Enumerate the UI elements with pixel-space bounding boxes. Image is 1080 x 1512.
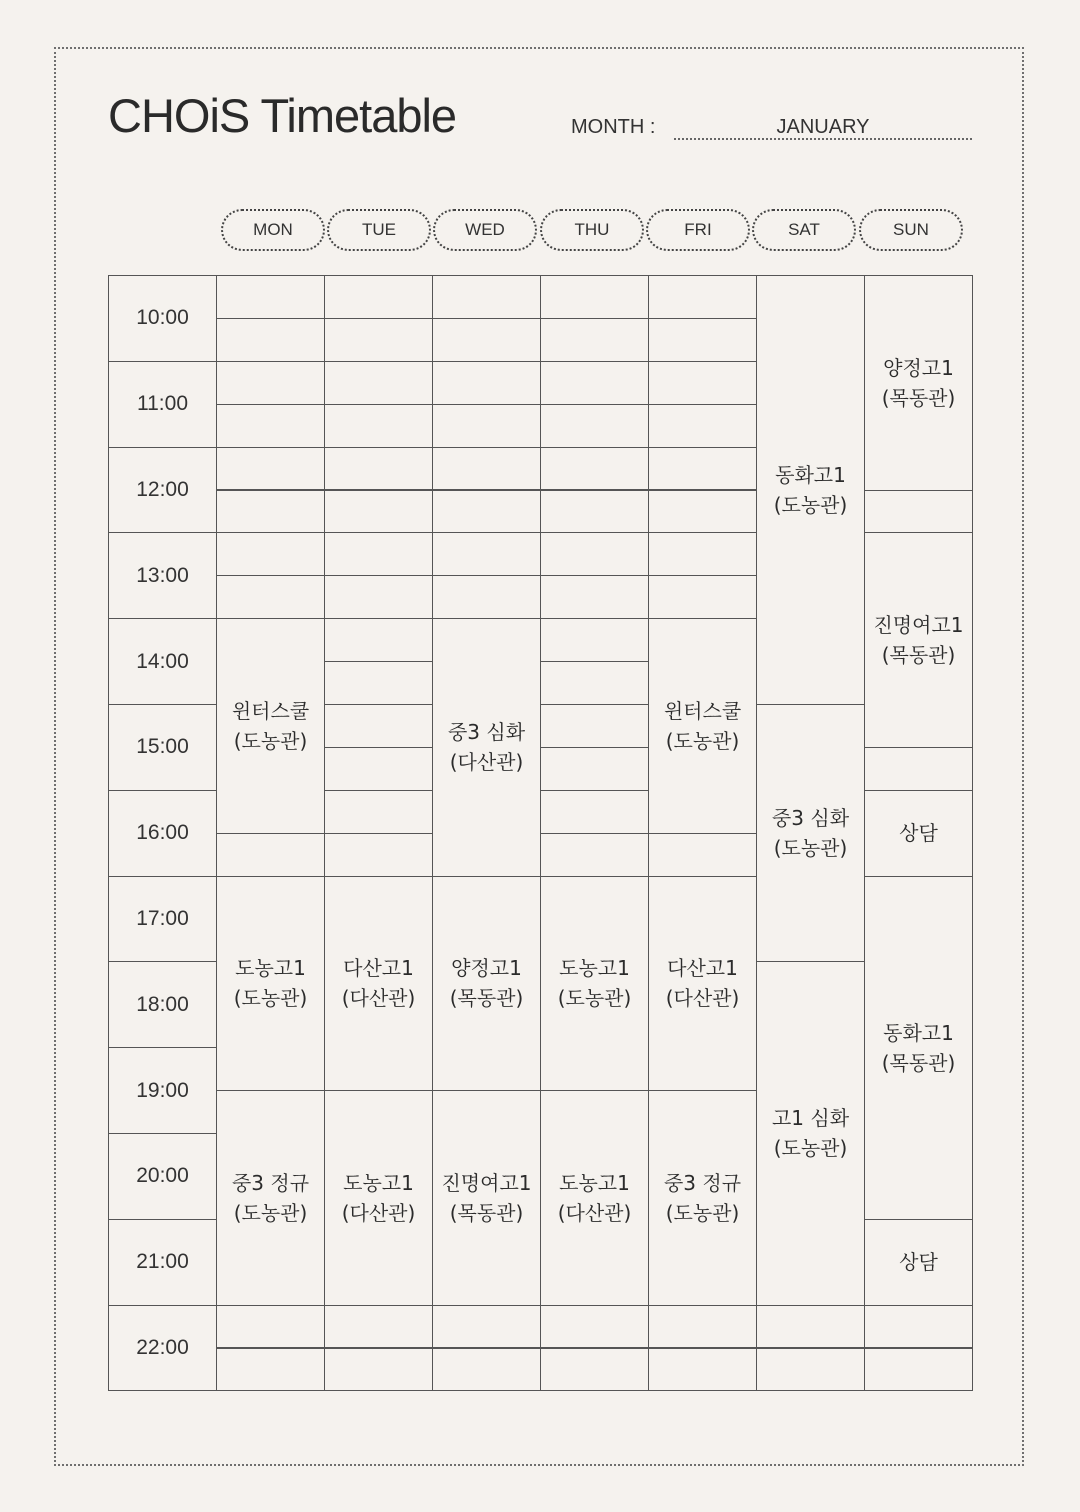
empty-slot[interactable]: [324, 618, 433, 662]
class-location: (목동관): [881, 1050, 956, 1075]
class-block[interactable]: [864, 876, 973, 1220]
class-location: (도농관): [557, 986, 632, 1011]
time-label: 13:00: [108, 532, 217, 619]
empty-slot[interactable]: [324, 275, 433, 319]
class-location: (도농관): [773, 493, 848, 517]
empty-slot[interactable]: [864, 1305, 973, 1349]
class-block[interactable]: [324, 1090, 433, 1306]
empty-slot[interactable]: [216, 447, 325, 491]
class-location: (도농관): [233, 986, 308, 1011]
empty-slot[interactable]: [864, 1348, 973, 1392]
empty-slot[interactable]: [648, 575, 757, 619]
page-title: CHOiS Timetable: [108, 89, 457, 142]
empty-slot[interactable]: [432, 1348, 541, 1392]
class-block[interactable]: [540, 1090, 649, 1306]
class-name: 고1 심화: [771, 1106, 850, 1131]
empty-slot[interactable]: [324, 747, 433, 791]
time-label: 19:00: [108, 1047, 217, 1134]
class-location: (다산관): [449, 750, 524, 775]
empty-slot[interactable]: [540, 704, 649, 748]
class-name: 중3 심화: [771, 806, 850, 831]
empty-slot[interactable]: [540, 833, 649, 877]
empty-slot[interactable]: [540, 575, 649, 619]
day-pill-wed: WED: [433, 209, 537, 251]
time-label: 17:00: [108, 876, 217, 963]
class-block[interactable]: [432, 876, 541, 1092]
empty-slot[interactable]: [540, 361, 649, 405]
class-name: 중3 정규: [231, 1170, 310, 1195]
empty-slot[interactable]: [432, 404, 541, 448]
empty-slot[interactable]: [324, 704, 433, 748]
empty-slot[interactable]: [324, 575, 433, 619]
class-block[interactable]: [864, 275, 973, 491]
empty-slot[interactable]: [540, 747, 649, 791]
empty-slot[interactable]: [756, 1305, 865, 1349]
empty-slot[interactable]: [324, 661, 433, 705]
time-label: 21:00: [108, 1219, 217, 1306]
empty-slot[interactable]: [216, 318, 325, 362]
empty-slot[interactable]: [648, 404, 757, 448]
day-pill-mon: MON: [221, 209, 325, 251]
empty-slot[interactable]: [324, 490, 433, 534]
class-block[interactable]: [756, 704, 865, 962]
empty-slot[interactable]: [648, 1305, 757, 1349]
class-name: 도농고1: [559, 1170, 630, 1195]
class-location: (다산관): [341, 986, 416, 1011]
timetable-grid: [108, 275, 972, 1391]
empty-slot[interactable]: [864, 490, 973, 534]
empty-slot[interactable]: [324, 318, 433, 362]
time-label: 14:00: [108, 618, 217, 705]
empty-slot[interactable]: [540, 618, 649, 662]
class-block[interactable]: [648, 876, 757, 1092]
empty-slot[interactable]: [216, 275, 325, 319]
class-name: 윈터스쿨: [231, 698, 310, 723]
empty-slot[interactable]: [216, 532, 325, 576]
class-location: (목동관): [449, 986, 524, 1011]
class-name: 도농고1: [235, 956, 306, 981]
empty-slot[interactable]: [216, 575, 325, 619]
empty-slot[interactable]: [648, 361, 757, 405]
empty-slot[interactable]: [216, 1305, 325, 1349]
class-block[interactable]: [864, 790, 973, 877]
empty-slot[interactable]: [540, 1305, 649, 1349]
class-block[interactable]: [216, 1090, 325, 1306]
empty-slot[interactable]: [324, 1305, 433, 1349]
empty-slot[interactable]: [432, 490, 541, 534]
class-block[interactable]: [432, 618, 541, 876]
class-location: (다산관): [557, 1200, 632, 1225]
time-label: 11:00: [108, 361, 217, 448]
class-name: 동화고1: [883, 1020, 954, 1045]
class-name: 상담: [899, 821, 938, 846]
time-label: 10:00: [108, 275, 217, 362]
empty-slot[interactable]: [432, 575, 541, 619]
class-block[interactable]: [324, 876, 433, 1092]
time-label: 18:00: [108, 961, 217, 1048]
time-label: 15:00: [108, 704, 217, 791]
class-name: 양정고1: [883, 355, 954, 380]
empty-slot[interactable]: [648, 490, 757, 534]
class-name: 중3 심화: [447, 720, 526, 745]
class-name: 도농고1: [343, 1170, 414, 1195]
empty-slot[interactable]: [648, 447, 757, 491]
empty-slot[interactable]: [432, 447, 541, 491]
class-location: (도농관): [233, 728, 308, 753]
day-pill-thu: THU: [540, 209, 644, 251]
empty-slot[interactable]: [540, 661, 649, 705]
class-name: 도농고1: [559, 956, 630, 981]
class-name: 동화고1: [775, 463, 846, 487]
empty-slot[interactable]: [648, 1348, 757, 1392]
empty-slot[interactable]: [432, 318, 541, 362]
empty-slot[interactable]: [432, 1305, 541, 1349]
class-location: (목동관): [881, 643, 956, 668]
empty-slot[interactable]: [756, 1348, 865, 1392]
class-block[interactable]: [864, 1219, 973, 1306]
class-name: 양정고1: [451, 956, 522, 981]
class-location: (다산관): [341, 1200, 416, 1225]
class-name: 상담: [899, 1250, 938, 1275]
empty-slot[interactable]: [216, 361, 325, 405]
empty-slot[interactable]: [432, 275, 541, 319]
empty-slot[interactable]: [540, 404, 649, 448]
time-label: 12:00: [108, 447, 217, 534]
class-location: (다산관): [665, 986, 740, 1011]
month-value: JANUARY: [674, 116, 972, 140]
empty-slot[interactable]: [216, 1348, 325, 1392]
empty-slot[interactable]: [648, 833, 757, 877]
empty-slot[interactable]: [648, 532, 757, 576]
class-location: (도농관): [233, 1200, 308, 1225]
empty-slot[interactable]: [864, 747, 973, 791]
class-block[interactable]: [648, 1090, 757, 1306]
class-location: (도농관): [773, 836, 848, 861]
class-block[interactable]: [540, 876, 649, 1092]
empty-slot[interactable]: [540, 275, 649, 319]
time-label: 22:00: [108, 1305, 217, 1392]
class-location: (도농관): [665, 728, 740, 753]
class-block[interactable]: [864, 532, 973, 748]
class-block[interactable]: [648, 618, 757, 834]
class-block[interactable]: [756, 961, 865, 1305]
class-block[interactable]: [216, 618, 325, 834]
empty-slot[interactable]: [324, 404, 433, 448]
time-label: 20:00: [108, 1133, 217, 1220]
day-pill-sat: SAT: [752, 209, 856, 251]
class-location: (도농관): [665, 1200, 740, 1225]
month-label: MONTH :: [571, 116, 656, 138]
day-pill-fri: FRI: [646, 209, 750, 251]
class-name: 중3 정규: [663, 1170, 742, 1195]
class-name: 다산고1: [667, 956, 738, 981]
class-block[interactable]: [432, 1090, 541, 1306]
empty-slot[interactable]: [540, 447, 649, 491]
empty-slot[interactable]: [324, 1348, 433, 1392]
empty-slot[interactable]: [324, 447, 433, 491]
empty-slot[interactable]: [540, 490, 649, 534]
empty-slot[interactable]: [324, 790, 433, 834]
empty-slot[interactable]: [648, 318, 757, 362]
class-name: 진명여고1: [873, 613, 964, 638]
class-name: 윈터스쿨: [663, 698, 742, 723]
day-pill-tue: TUE: [327, 209, 431, 251]
time-label: 16:00: [108, 790, 217, 877]
class-block[interactable]: [756, 275, 865, 705]
empty-slot[interactable]: [324, 361, 433, 405]
empty-slot[interactable]: [216, 404, 325, 448]
class-name: 진명여고1: [441, 1170, 532, 1195]
empty-slot[interactable]: [432, 361, 541, 405]
day-pill-sun: SUN: [859, 209, 963, 251]
empty-slot[interactable]: [432, 532, 541, 576]
empty-slot[interactable]: [540, 532, 649, 576]
empty-slot[interactable]: [216, 490, 325, 534]
class-block[interactable]: [216, 876, 325, 1092]
class-location: (도농관): [773, 1136, 848, 1161]
empty-slot[interactable]: [540, 318, 649, 362]
class-location: (목동관): [449, 1200, 524, 1225]
empty-slot[interactable]: [540, 790, 649, 834]
empty-slot[interactable]: [324, 532, 433, 576]
empty-slot[interactable]: [648, 275, 757, 319]
class-name: 다산고1: [343, 956, 414, 981]
empty-slot[interactable]: [216, 833, 325, 877]
empty-slot[interactable]: [324, 833, 433, 877]
class-location: (목동관): [881, 385, 956, 410]
empty-slot[interactable]: [540, 1348, 649, 1392]
